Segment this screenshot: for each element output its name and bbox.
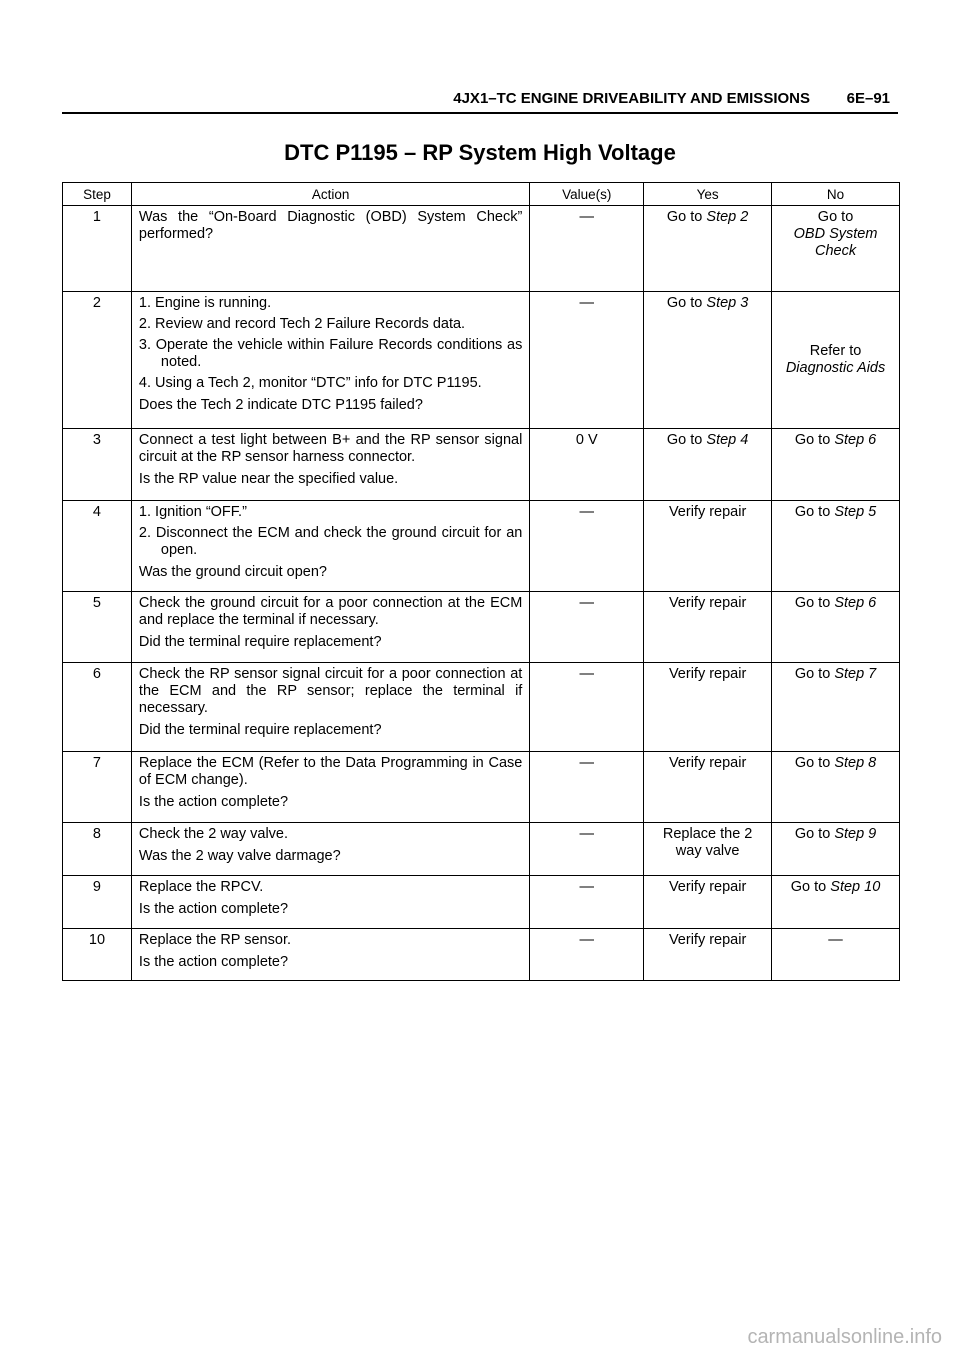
yes-cell [644, 592, 772, 663]
step-number: 1 [63, 206, 132, 292]
table-row [63, 663, 900, 752]
value-cell: — [530, 823, 644, 876]
no-prefix: Go to [790, 879, 831, 895]
action-cell [131, 823, 529, 876]
no-cell [772, 206, 900, 292]
action-question: Is the action complete? [138, 954, 289, 970]
action-cell [131, 292, 529, 429]
action-question: Does the Tech 2 indicate DTC P1195 failed? [138, 397, 423, 413]
value-cell: — [530, 501, 644, 592]
action-text: 1. Engine is running. [138, 295, 272, 311]
action-text: 4. Using a Tech 2, monitor “DTC” info for DTC P1195. [138, 375, 482, 391]
value-cell: — [530, 292, 644, 429]
table-row [63, 501, 900, 592]
yes-prefix: Verify repair [668, 666, 747, 682]
table-row [63, 876, 900, 929]
action-question: Is the action complete? [138, 794, 289, 810]
yes-step-link[interactable]: Step 3 [706, 295, 749, 311]
diagnostic-table [62, 182, 900, 981]
header-step: Step [63, 183, 132, 206]
step-number: 9 [63, 876, 132, 929]
table-row [63, 429, 900, 501]
value-cell: 0 V [530, 429, 644, 501]
no-prefix: Go to [794, 595, 835, 611]
step-number: 4 [63, 501, 132, 592]
header-action: Action [131, 183, 529, 206]
no-step-link[interactable]: Step 9 [834, 826, 877, 842]
action-text: Check the ground circuit for a poor connection at the ECM and replace the terminal if necessary. [138, 595, 523, 628]
action-text: Check the 2 way valve. [138, 826, 289, 842]
no-cell [772, 752, 900, 823]
yes-cell [644, 429, 772, 501]
table-row [63, 592, 900, 663]
yes-prefix: Go to [666, 432, 707, 448]
table-row [63, 292, 900, 429]
yes-step-link[interactable]: Step 2 [706, 209, 749, 225]
value-cell: — [530, 206, 644, 292]
step-number: 10 [63, 929, 132, 981]
page-number: 6E–91 [846, 90, 890, 107]
table-row [63, 823, 900, 876]
no-prefix: Go to [794, 432, 835, 448]
yes-step-link[interactable]: Step 4 [706, 432, 749, 448]
step-number: 5 [63, 592, 132, 663]
action-cell [131, 929, 529, 981]
action-cell [131, 592, 529, 663]
action-question: Did the terminal require replacement? [138, 634, 382, 650]
action-question: Was the 2 way valve darmage? [138, 848, 341, 864]
no-prefix: Go to [794, 755, 835, 771]
yes-cell [644, 292, 772, 429]
action-cell [131, 752, 529, 823]
no-step-link[interactable]: Step 10 [830, 879, 881, 895]
yes-cell [644, 876, 772, 929]
yes-prefix: Verify repair [668, 504, 747, 520]
action-cell [131, 206, 529, 292]
yes-prefix: Verify repair [668, 595, 747, 611]
yes-cell [644, 752, 772, 823]
value-cell: — [530, 592, 644, 663]
action-text: 2. Disconnect the ECM and check the ground circuit for an open. [138, 525, 523, 558]
header-rule [62, 112, 898, 114]
page-header [62, 88, 898, 114]
action-text: Was the “On-Board Diagnostic (OBD) System Check” performed? [138, 209, 523, 242]
action-text: 3. Operate the vehicle within Failure Records conditions as noted. [138, 337, 523, 370]
action-text: 1. Ignition “OFF.” [138, 504, 247, 520]
no-step-link[interactable]: Step 6 [834, 432, 877, 448]
yes-cell [644, 501, 772, 592]
yes-prefix: Go to [666, 209, 707, 225]
no-step-link[interactable]: Step 7 [834, 666, 877, 682]
no-cell [772, 501, 900, 592]
no-step-link[interactable]: OBD System Check [793, 226, 878, 259]
step-number: 7 [63, 752, 132, 823]
no-cell [772, 592, 900, 663]
table-header-row [63, 183, 900, 206]
header-no: No [772, 183, 900, 206]
action-text: Replace the RPCV. [138, 879, 264, 895]
yes-prefix: Replace the 2 way valve [662, 826, 753, 859]
step-number: 8 [63, 823, 132, 876]
no-cell [772, 663, 900, 752]
yes-cell [644, 823, 772, 876]
action-text: 2. Review and record Tech 2 Failure Records data. [138, 316, 466, 332]
table-row [63, 206, 900, 292]
no-prefix: Go to [794, 826, 835, 842]
no-prefix: Go to [794, 666, 835, 682]
step-number: 3 [63, 429, 132, 501]
yes-prefix: Verify repair [668, 755, 747, 771]
section-title: 4JX1–TC ENGINE DRIVEABILITY AND EMISSIONS [453, 90, 810, 107]
action-text: Replace the RP sensor. [138, 932, 291, 948]
action-cell [131, 876, 529, 929]
yes-cell [644, 663, 772, 752]
value-cell: — [530, 752, 644, 823]
no-cell [772, 429, 900, 501]
no-step-link[interactable]: Step 5 [834, 504, 877, 520]
action-text: Replace the ECM (Refer to the Data Programming in Case of ECM change). [138, 755, 523, 788]
no-cell [772, 929, 900, 981]
no-step-link[interactable]: Step 6 [834, 595, 877, 611]
no-cell [772, 876, 900, 929]
no-prefix: Go to [817, 209, 854, 225]
action-question: Did the terminal require replacement? [138, 722, 382, 738]
action-question: Is the RP value near the specified value. [138, 471, 399, 487]
no-cell [772, 292, 900, 429]
action-cell [131, 663, 529, 752]
no-step-link[interactable]: Step 8 [834, 755, 877, 771]
yes-cell [644, 206, 772, 292]
header-value: Value(s) [530, 183, 644, 206]
step-number: 6 [63, 663, 132, 752]
value-cell: — [530, 929, 644, 981]
action-cell [131, 501, 529, 592]
yes-prefix: Verify repair [668, 879, 747, 895]
no-prefix: — [828, 932, 843, 948]
table-row [63, 929, 900, 981]
no-cell [772, 823, 900, 876]
header-yes: Yes [644, 183, 772, 206]
action-cell [131, 429, 529, 501]
value-cell: — [530, 663, 644, 752]
action-text: Connect a test light between B+ and the RP sensor signal circuit at the RP sensor harness connector. [138, 432, 523, 465]
page-title: DTC P1195 – RP System High Voltage [284, 140, 676, 165]
action-text: Check the RP sensor signal circuit for a poor connection at the ECM and the RP sensor; replace the terminal if necessary. [138, 666, 523, 716]
table-row [63, 752, 900, 823]
watermark: carmanualsonline.info [747, 1326, 942, 1348]
yes-prefix: Go to [666, 295, 707, 311]
yes-prefix: Verify repair [668, 932, 747, 948]
value-cell: — [530, 876, 644, 929]
action-question: Was the ground circuit open? [138, 564, 327, 580]
no-step-link[interactable]: Diagnostic Aids [785, 359, 886, 376]
yes-cell [644, 929, 772, 981]
no-prefix: Go to [794, 504, 835, 520]
no-prefix: Refer to [809, 342, 862, 359]
step-number: 2 [63, 292, 132, 429]
action-question: Is the action complete? [138, 901, 289, 917]
